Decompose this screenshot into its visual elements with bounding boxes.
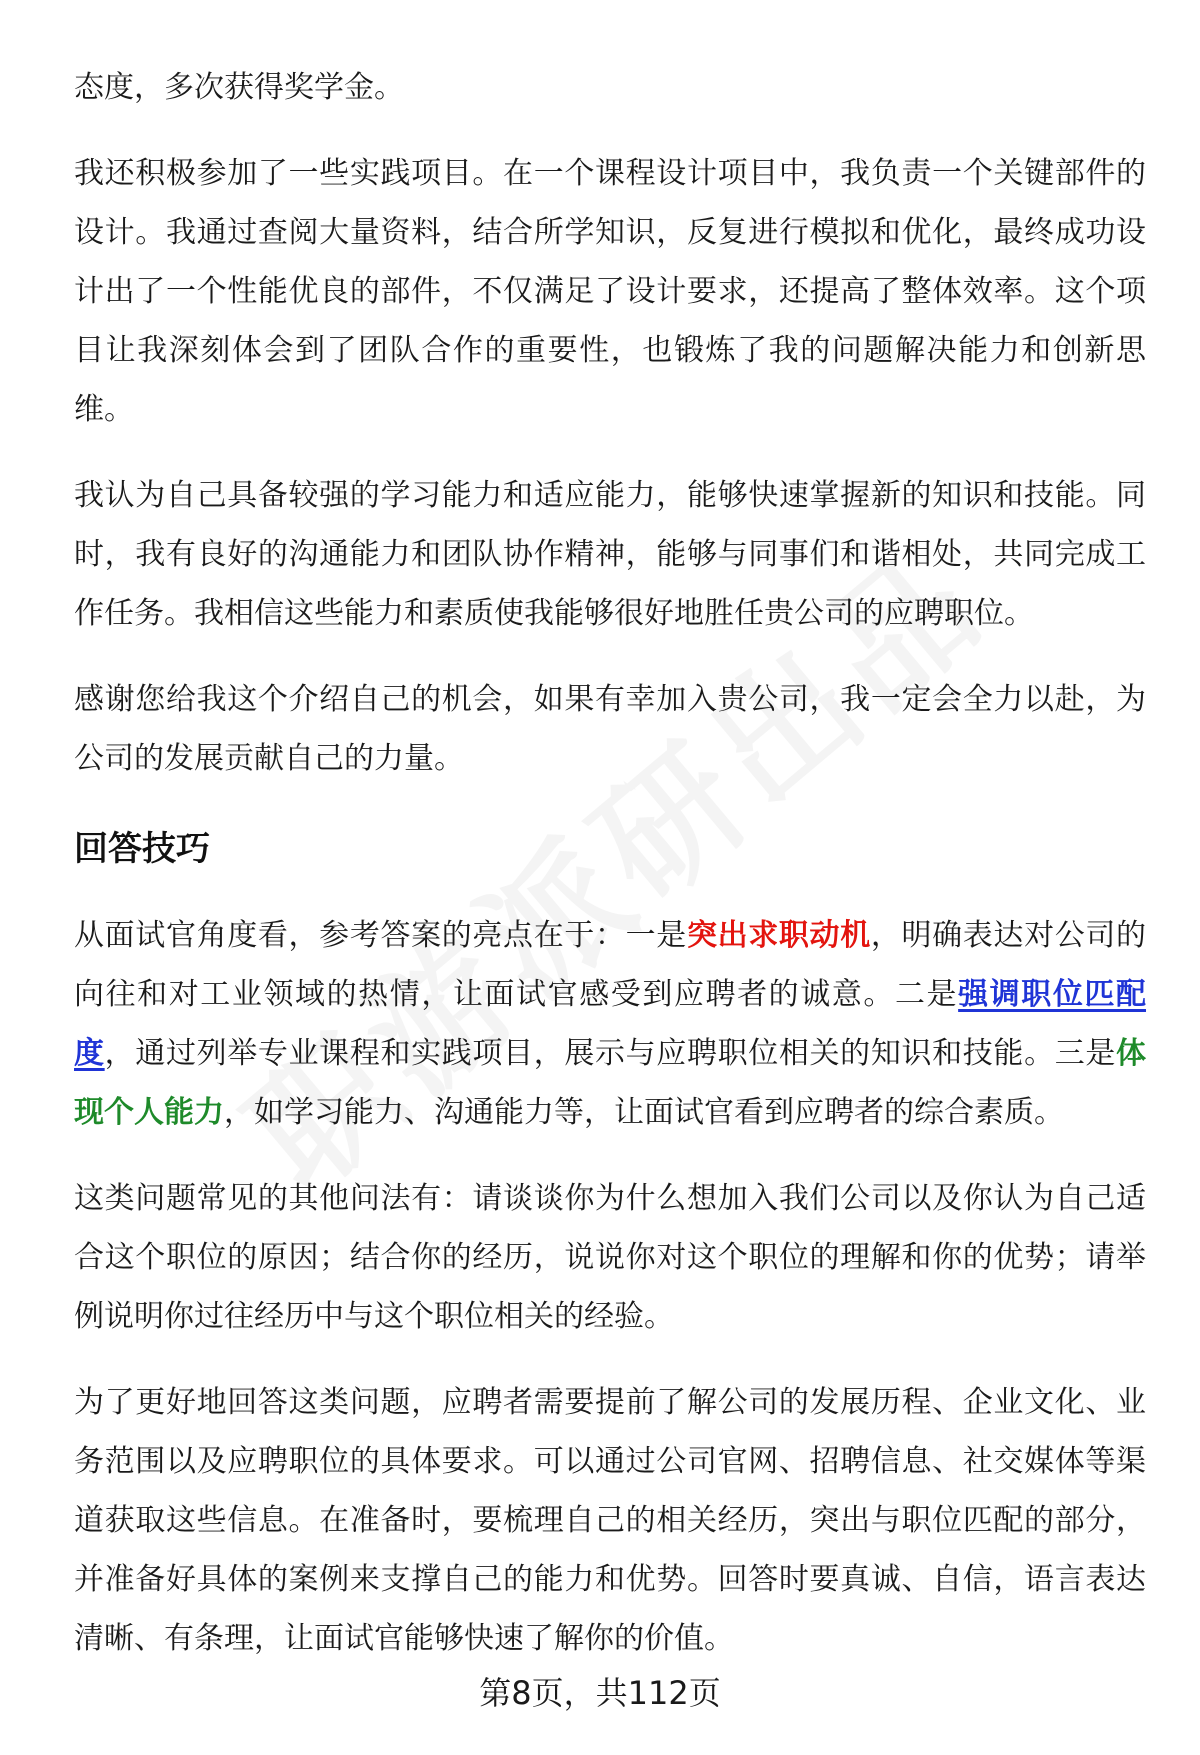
highlight-motivation: 突出求职动机 bbox=[686, 918, 871, 953]
page-number-footer: 第8页，共112页 bbox=[479, 1674, 721, 1712]
highlight-personal-ability: 体现个人能力 bbox=[74, 1036, 1147, 1130]
tips-text-4: ，如学习能力、沟通能力等，让面试官看到应聘者的综合素质。 bbox=[224, 1095, 1064, 1130]
paragraph-abilities: 我认为自己具备较强的学习能力和适应能力，能够快速掌握新的知识和技能。同时，我有良好的沟通能力和团队协作精神，能够与同事们和谐相处，共同完成工作任务。我相信这些能力和素质使我能够很好地胜任贵公司的应聘职位。 bbox=[74, 478, 1146, 631]
tips-text-2: ，明确表达对公司的向往和对工业领域的热情，让面试官感受到应聘者的诚意。二是 bbox=[74, 918, 1147, 1012]
paragraph-preparation: 为了更好地回答这类问题，应聘者需要提前了解公司的发展历程、企业文化、业务范围以及应聘职位的具体要求。可以通过公司官网、招聘信息、社交媒体等渠道获取这些信息。在准备时，要梳理自己的相关经历，突出与职位匹配的部分，并准备好具体的案例来支撑自己的能力和优势。回答时要真诚、自信，语言表达清晰、有条理，让面试官能够快速了解你的价值。 bbox=[74, 1385, 1146, 1656]
paragraph-thanks: 感谢您给我这个介绍自己的机会，如果有幸加入贵公司，我一定会全力以赴，为公司的发展贡献自己的力量。 bbox=[74, 682, 1146, 776]
paragraph-intro-end: 态度，多次获得奖学金。 bbox=[74, 70, 404, 105]
tips-text-1: 从面试官角度看，参考答案的亮点在于：一是 bbox=[74, 918, 687, 953]
paragraph-tips bbox=[74, 906, 1146, 1142]
paragraph-other-questions: 这类问题常见的其他问法有：请谈谈你为什么想加入我们公司以及你认为自己适合这个职位的原因；结合你的经历，说说你对这个职位的理解和你的优势；请举例说明你过往经历中与这个职位相关的经验。 bbox=[74, 1181, 1146, 1334]
section-heading: 回答技巧 bbox=[74, 829, 210, 869]
tips-text-3: ，通过列举专业课程和实践项目，展示与应聘职位相关的知识和技能。三是 bbox=[104, 1036, 1117, 1071]
paragraph-practice-project: 我还积极参加了一些实践项目。在一个课程设计项目中，我负责一个关键部件的设计。我通过查阅大量资料，结合所学知识，反复进行模拟和优化，最终成功设计出了一个性能优良的部件，不仅满足了设计要求，还提高了整体效率。这个项目让我深刻体会到了团队合作的重要性，也锻炼了我的问题解决能力和创新思维。 bbox=[74, 156, 1146, 427]
document-page bbox=[74, 58, 1146, 1695]
highlight-job-match: 强调职位匹配度 bbox=[74, 977, 1147, 1071]
